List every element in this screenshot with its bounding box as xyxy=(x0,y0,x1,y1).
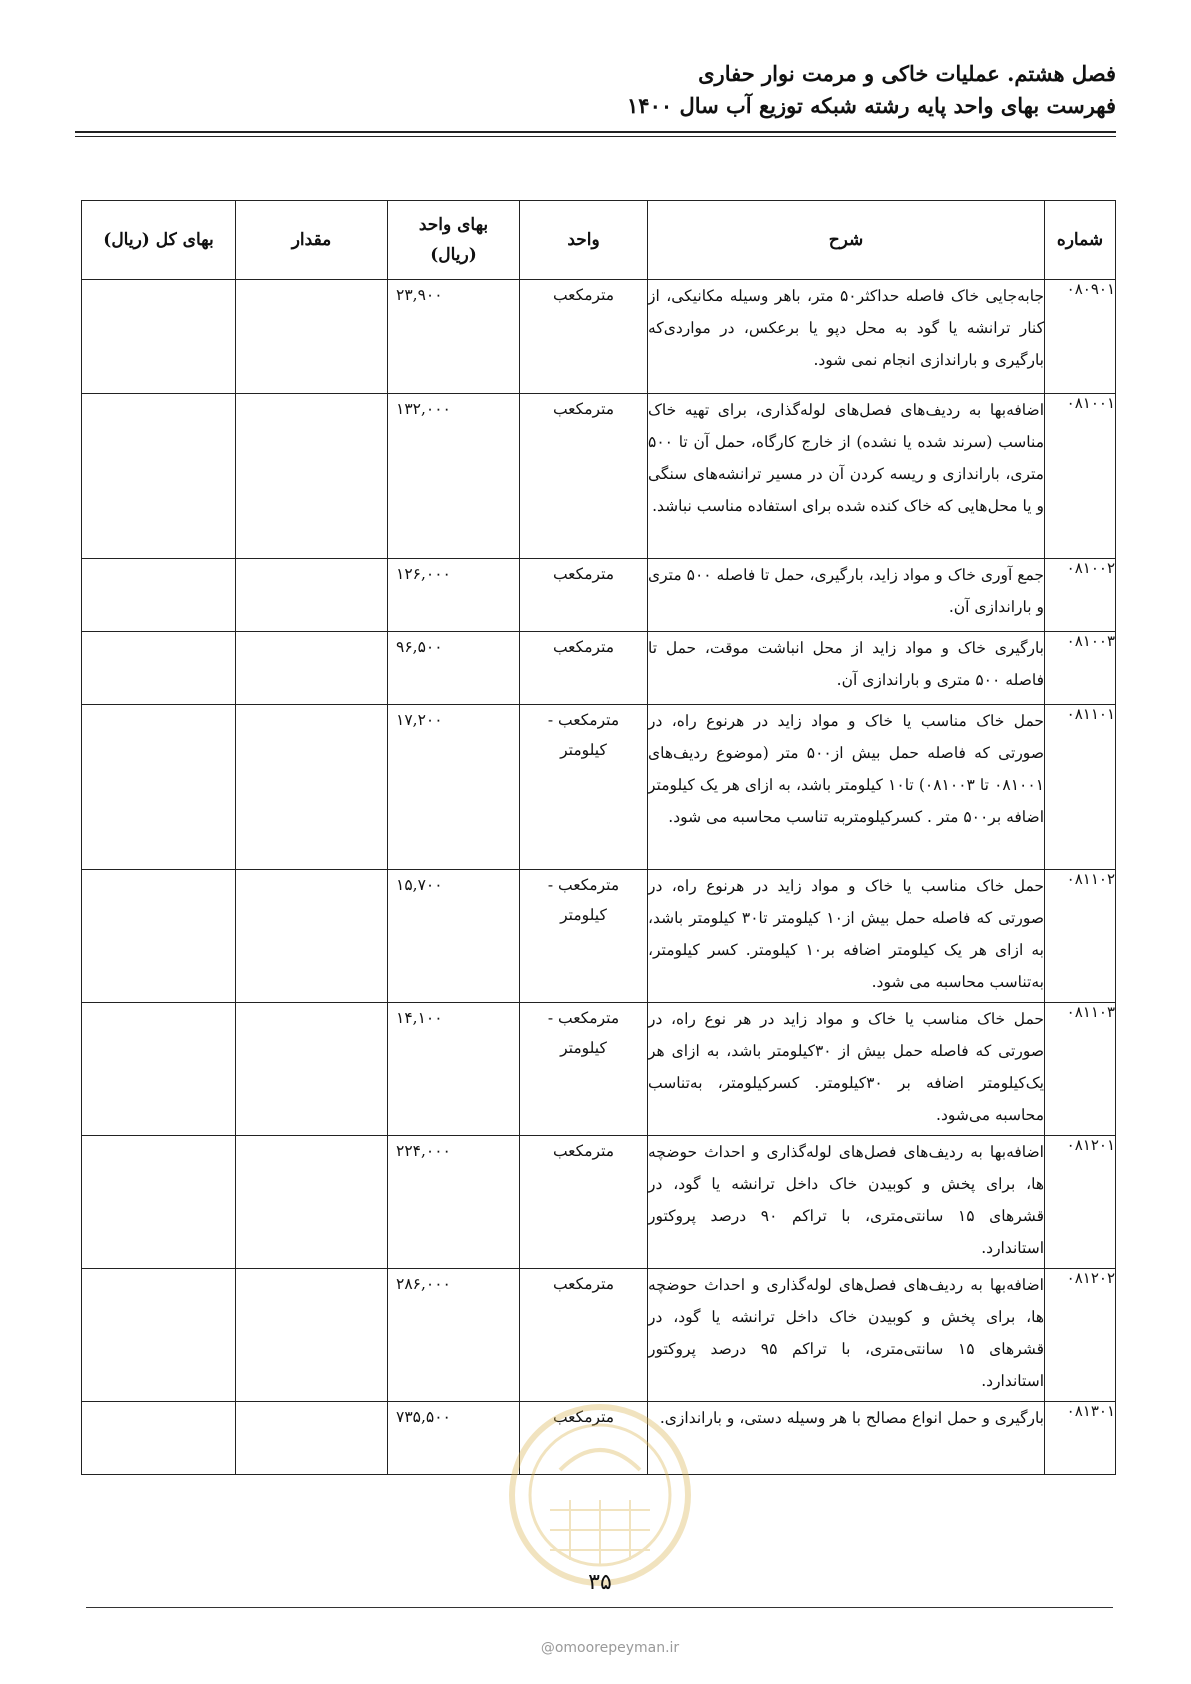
row-code: ۰۸۱۱۰۳ xyxy=(1045,1003,1116,1136)
page-number: ۳۵ xyxy=(588,1570,612,1595)
col-header-unit: واحد xyxy=(520,201,648,280)
row-unit xyxy=(520,705,648,870)
row-unit xyxy=(520,1136,648,1269)
table-row xyxy=(82,1136,1116,1269)
col-header-code: شماره xyxy=(1045,201,1116,280)
page-header xyxy=(66,58,1116,122)
row-unit-price-value: ۲۸۶,۰۰۰ xyxy=(396,1275,451,1293)
row-unit xyxy=(520,1269,648,1402)
row-total-price xyxy=(82,280,236,394)
row-unit-price xyxy=(388,1003,520,1136)
row-unit-line: مترمکعب - xyxy=(547,1009,620,1027)
row-code: ۰۸۱۱۰۱ xyxy=(1045,705,1116,870)
table-row xyxy=(82,705,1116,870)
row-code: ۰۸۱۳۰۱ xyxy=(1045,1402,1116,1475)
row-unit xyxy=(520,870,648,1003)
row-code: ۰۸۱۱۰۲ xyxy=(1045,870,1116,1003)
row-unit-price-value: ۷۳۵,۵۰۰ xyxy=(396,1408,451,1426)
row-code: ۰۸۱۰۰۱ xyxy=(1045,394,1116,559)
row-quantity xyxy=(236,870,388,1003)
row-unit xyxy=(520,632,648,705)
row-unit-price-value: ۱۴,۱۰۰ xyxy=(396,1009,443,1027)
row-unit-line: کیلومتر xyxy=(560,906,607,924)
col-header-quantity: مقدار xyxy=(236,201,388,280)
row-description: اضافه‌بها به ردیف‌های فصل‌های لوله‌گذاری، برای تهیه خاک مناسب (سرند شده یا نشده) از خارج کارگاه، حمل آن تا ۵۰۰ متری، باراندازی و ریسه کردن آن در مسیر ترانشه‌های سنگی و یا محل‌هایی که خاک کنده شده برای استفاده مناسب نباشد. xyxy=(648,394,1045,559)
row-unit-line: کیلومتر xyxy=(560,741,607,759)
table-row xyxy=(82,1402,1116,1475)
row-quantity xyxy=(236,705,388,870)
row-total-price xyxy=(82,705,236,870)
row-unit-price xyxy=(388,1136,520,1269)
row-description: حمل خاک مناسب یا خاک و مواد زاید در هرنوع راه، در صورتی که فاصله حمل بیش از۵۰۰ متر (موضوع ردیف‌های ۰۸۱۰۰۱ تا ۰۸۱۰۰۳) تا۱۰ کیلومتر باشد، به ازای هر یک کیلومتر اضافه بر۵۰۰ متر . کسرکیلومتربه تناسب محاسبه می شود. xyxy=(648,705,1045,870)
row-unit-price xyxy=(388,1269,520,1402)
row-unit-price xyxy=(388,705,520,870)
footer-rule xyxy=(86,1607,1113,1608)
row-code: ۰۸۱۲۰۱ xyxy=(1045,1136,1116,1269)
row-description: جمع آوری خاک و مواد زاید، بارگیری، حمل تا فاصله ۵۰۰ متری و باراندازی آن. xyxy=(648,559,1045,632)
row-quantity xyxy=(236,1136,388,1269)
row-total-price xyxy=(82,1269,236,1402)
row-unit-price-value: ۱۵,۷۰۰ xyxy=(396,876,443,894)
row-unit-line: مترمکعب xyxy=(552,565,615,583)
header-rule-thin xyxy=(75,136,1116,137)
row-code: ۰۸۰۹۰۱ xyxy=(1045,280,1116,394)
row-total-price xyxy=(82,559,236,632)
row-quantity xyxy=(236,280,388,394)
chapter-title: فصل هشتم. عملیات خاکی و مرمت نوار حفاری xyxy=(698,61,1116,86)
table-row xyxy=(82,632,1116,705)
table-row xyxy=(82,870,1116,1003)
row-quantity xyxy=(236,632,388,705)
row-unit-line: کیلومتر xyxy=(560,1039,607,1057)
row-unit-price-value: ۲۲۴,۰۰۰ xyxy=(396,1142,451,1160)
row-unit-line: مترمکعب xyxy=(552,1275,615,1293)
website-watermark: @omoorepeyman.ir xyxy=(540,1640,680,1656)
row-unit-line: مترمکعب - xyxy=(547,711,620,729)
row-description: اضافه‌بها به ردیف‌های فصل‌های لوله‌گذاری و احداث حوضچه ها، برای پخش و کوبیدن خاک داخل ترانشه یا گود، در قشرهای ۱۵ سانتی‌متری، با تراکم ۹۵ درصد پروکتور استاندارد. xyxy=(648,1269,1045,1402)
row-unit-price xyxy=(388,280,520,394)
row-unit xyxy=(520,559,648,632)
table-row xyxy=(82,280,1116,394)
header-rule-thick xyxy=(75,131,1116,133)
row-unit-price-value: ۱۳۲,۰۰۰ xyxy=(396,400,451,418)
col-header-unit-price: بهای واحد (ریال) xyxy=(388,201,520,280)
row-unit-price-value: ۱۲۶,۰۰۰ xyxy=(396,565,451,583)
row-description: جابه‌جایی خاک فاصله حداکثر۵۰ متر، باهر وسیله مکانیکی، از کنار ترانشه یا گود به محل دپو یا برعکس، در مواردی‌که بارگیری و باراندازی انجام نمی شود. xyxy=(648,280,1045,394)
row-unit-line: مترمکعب xyxy=(552,286,615,304)
row-quantity xyxy=(236,1003,388,1136)
table-header-row xyxy=(82,201,1116,280)
row-unit-line: مترمکعب xyxy=(552,1408,615,1426)
row-unit-price-value: ۹۶,۵۰۰ xyxy=(396,638,443,656)
row-unit xyxy=(520,1402,648,1475)
row-quantity xyxy=(236,559,388,632)
row-total-price xyxy=(82,870,236,1003)
row-total-price xyxy=(82,1136,236,1269)
row-unit-price xyxy=(388,1402,520,1475)
col-header-description: شرح xyxy=(648,201,1045,280)
row-quantity xyxy=(236,1269,388,1402)
row-total-price xyxy=(82,394,236,559)
table-row xyxy=(82,1003,1116,1136)
row-unit-line: مترمکعب xyxy=(552,638,615,656)
row-total-price xyxy=(82,632,236,705)
row-code: ۰۸۱۲۰۲ xyxy=(1045,1269,1116,1402)
row-unit xyxy=(520,1003,648,1136)
row-description: بارگیری و حمل انواع مصالح با هر وسیله دستی، و باراندازی. xyxy=(648,1402,1045,1475)
row-description: حمل خاک مناسب یا خاک و مواد زاید در هرنوع راه، در صورتی که فاصله حمل بیش از۱۰ کیلومتر تا۳۰ کیلومتر باشد، به ازای هر یک کیلومتر اضافه بر۱۰ کیلومتر. کسر کیلومتر، به‌تناسب محاسبه می شود. xyxy=(648,870,1045,1003)
row-total-price xyxy=(82,1402,236,1475)
col-header-total-price: بهای کل (ریال) xyxy=(82,201,236,280)
row-code: ۰۸۱۰۰۲ xyxy=(1045,559,1116,632)
row-unit xyxy=(520,394,648,559)
table-row xyxy=(82,394,1116,559)
row-unit-price xyxy=(388,870,520,1003)
row-unit-line: مترمکعب xyxy=(552,400,615,418)
row-total-price xyxy=(82,1003,236,1136)
row-quantity xyxy=(236,1402,388,1475)
row-unit-price xyxy=(388,394,520,559)
row-unit xyxy=(520,280,648,394)
row-description: اضافه‌بها به ردیف‌های فصل‌های لوله‌گذاری و احداث حوضچه ها، برای پخش و کوبیدن خاک داخل ترانشه یا گود، در قشرهای ۱۵ سانتی‌متری، با تراکم ۹۰ درصد پروکتور استاندارد. xyxy=(648,1136,1045,1269)
table-row xyxy=(82,559,1116,632)
price-table xyxy=(81,200,1116,1475)
row-quantity xyxy=(236,394,388,559)
row-unit-line: مترمکعب xyxy=(552,1142,615,1160)
row-description: بارگیری خاک و مواد زاید از محل انباشت موقت، حمل تا فاصله ۵۰۰ متری و باراندازی آن. xyxy=(648,632,1045,705)
row-unit-price xyxy=(388,632,520,705)
row-description: حمل خاک مناسب یا خاک و مواد زاید در هر نوع راه، در صورتی که فاصله حمل بیش از ۳۰کیلومتر باشد، به ازای هر یک‌کیلومتر اضافه بر ۳۰کیلومتر. کسرکیلومتر، به‌تناسب محاسبه می‌شود. xyxy=(648,1003,1045,1136)
row-unit-price xyxy=(388,559,520,632)
row-unit-line: مترمکعب - xyxy=(547,876,620,894)
row-code: ۰۸۱۰۰۳ xyxy=(1045,632,1116,705)
table-row xyxy=(82,1269,1116,1402)
row-unit-price-value: ۱۷,۲۰۰ xyxy=(396,711,443,729)
row-unit-price-value: ۲۳,۹۰۰ xyxy=(396,286,443,304)
price-list-title: فهرست بهای واحد پایه رشته شبکه توزیع آب سال ۱۴۰۰ xyxy=(627,93,1116,118)
